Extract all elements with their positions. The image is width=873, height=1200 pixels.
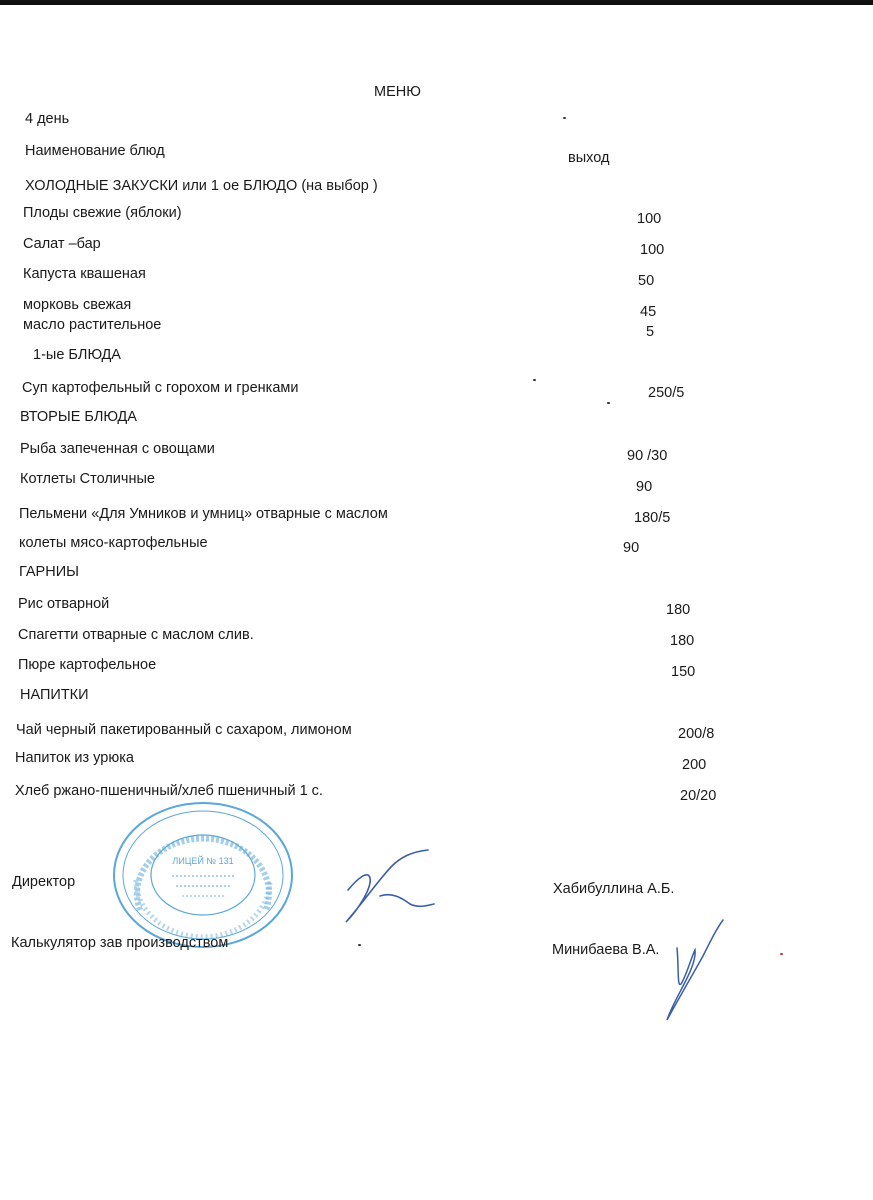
dish-output: 90 /30 (627, 448, 668, 464)
dish-output: 20/20 (680, 788, 717, 804)
section-garnishes: ГАРНИЫ (19, 564, 79, 580)
section-second-courses: ВТОРЫЕ БЛЮДА (20, 409, 137, 425)
dish-name: Капуста квашеная (23, 266, 146, 282)
dish-name: Рыба запеченная с овощами (20, 441, 215, 457)
dish-output: 100 (637, 211, 662, 227)
dish-name: морковь свежая (23, 297, 132, 313)
section-cold-appetizers: ХОЛОДНЫЕ ЗАКУСКИ или 1 ое БЛЮДО (на выбор ) (25, 178, 378, 194)
dish-output: 45 (640, 304, 657, 320)
dish-name: Плоды свежие (яблоки) (23, 205, 182, 221)
scan-top-edge (0, 0, 873, 5)
dish-output: 180/5 (634, 510, 671, 526)
dish-name: Пюре картофельное (18, 657, 157, 673)
dish-output: 250/5 (648, 385, 685, 401)
director-signature (340, 848, 440, 938)
dish-name: Суп картофельный с горохом и гренками (22, 380, 299, 396)
menu-title: МЕНЮ (374, 84, 421, 100)
scan-speck (358, 944, 361, 946)
dish-output: 200 (682, 757, 707, 773)
calculator-name: Минибаева В.А. (552, 942, 660, 958)
dish-name: Хлеб ржано-пшеничный/хлеб пшеничный 1 с. (15, 783, 323, 799)
section-drinks: НАПИТКИ (20, 687, 89, 703)
dish-output: 150 (671, 664, 696, 680)
day-label: 4 день (25, 111, 70, 127)
dish-output: 200/8 (678, 726, 715, 742)
scan-speck (607, 402, 610, 404)
dish-name: Пельмени «Для Умников и умниц» отварные с маслом (19, 506, 388, 522)
scan-speck (780, 953, 783, 955)
dish-name: Спагетти отварные с маслом слив. (18, 627, 254, 643)
dish-name: Котлеты Столичные (20, 471, 155, 487)
dish-name: Рис отварной (18, 596, 110, 612)
calculator-role: Калькулятор зав производством (11, 935, 229, 951)
dish-output: 90 (623, 540, 640, 556)
dish-output: 100 (640, 242, 665, 258)
dish-output: 180 (666, 602, 691, 618)
organization-stamp (110, 800, 296, 950)
dish-output: 90 (636, 479, 653, 495)
dish-output: 50 (638, 273, 655, 289)
dish-name: Напиток из урюка (15, 750, 134, 766)
column-header-name: Наименование блюд (25, 143, 165, 159)
stamp-center-text: ЛИЦЕЙ № 131 (172, 856, 234, 866)
calculator-signature (655, 918, 730, 1028)
dish-output: 180 (670, 633, 695, 649)
column-header-output: выход (568, 150, 610, 166)
dish-name: масло растительное (23, 317, 162, 333)
section-first-courses: 1-ые БЛЮДА (33, 347, 121, 363)
scan-speck (563, 117, 566, 119)
dish-name: Салат –бар (23, 236, 101, 252)
dish-name: Чай черный пакетированный с сахаром, лимоном (16, 722, 352, 738)
dish-name: колеты мясо-картофельные (19, 535, 208, 551)
director-role: Директор (12, 874, 76, 890)
director-name: Хабибуллина А.Б. (553, 881, 675, 897)
dish-output: 5 (646, 324, 655, 340)
scan-speck (533, 379, 536, 381)
